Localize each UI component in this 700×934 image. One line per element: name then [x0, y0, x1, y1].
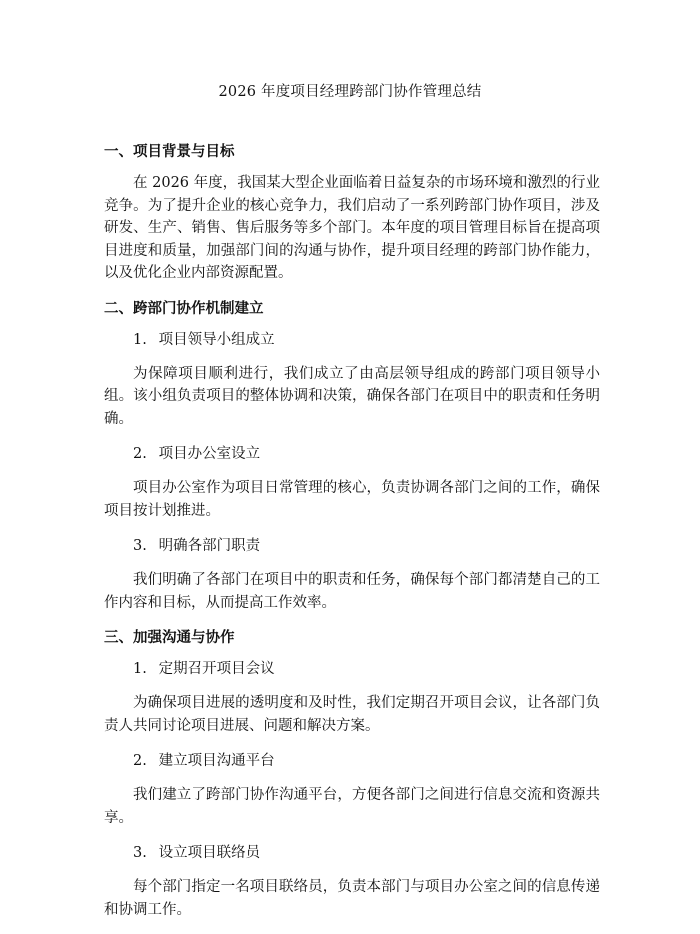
- subsection-paragraph: 我们建立了跨部门协作沟通平台，方便各部门之间进行信息交流和资源共享。: [104, 787, 600, 826]
- section-heading-communication: 三、加强沟通与协作: [104, 630, 235, 646]
- subsection-label: 设立项目联络员: [158, 845, 261, 861]
- subsection-number: 2.: [133, 753, 147, 769]
- subsection-label: 项目办公室设立: [158, 446, 261, 462]
- subsection-paragraph: 每个部门指定一名项目联络员，负责本部门与项目办公室之间的信息传递和协调工作。: [104, 879, 600, 918]
- subsection-number: 1.: [133, 331, 147, 348]
- section-heading-mechanism: 二、跨部门协作机制建立: [104, 300, 264, 317]
- subsection-label: 项目领导小组成立: [158, 331, 275, 348]
- subsection-label: 建立项目沟通平台: [158, 753, 275, 769]
- subsection-paragraph: 项目办公室作为项目日常管理的核心，负责协调各部门之间的工作，确保项目按计划推进。: [104, 480, 600, 519]
- subsection-paragraph: 为保障项目顺利进行，我们成立了由高层领导组成的跨部门项目领导小组。该小组负责项目的整体协调和决策，确保各部门在项目中的职责和任务明确。: [104, 365, 600, 427]
- subsection-number: 1.: [133, 661, 147, 677]
- subsection-heading: [104, 658, 600, 680]
- subsection-number: 3.: [133, 845, 147, 861]
- subsection-label: 定期召开项目会议: [158, 661, 275, 677]
- subsection-heading: [104, 535, 600, 557]
- section-paragraph-background: 在 2026 年度，我国某大型企业面临着日益复杂的市场环境和激烈的行业竞争。为了提升企业的核心竞争力，我们启动了一系列跨部门协作项目，涉及研发、生产、销售、售后服务等多个部门。本年度的项目管理目标旨在提高项目进度和质量，加强部门间的沟通与协作，提升项目经理的跨部门协作能力，以及优化企业内部资源配置。: [104, 175, 600, 281]
- subsection-number: 2.: [133, 446, 147, 462]
- subsection-paragraph: 我们明确了各部门在项目中的职责和任务，确保每个部门都清楚自己的工作内容和目标，从而提高工作效率。: [104, 572, 600, 611]
- subsection-heading: [104, 750, 600, 772]
- subsection-number: 3.: [133, 538, 147, 554]
- section-heading-background: 一、项目背景与目标: [104, 144, 235, 160]
- subsection-paragraph: 为确保项目进展的透明度和及时性，我们定期召开项目会议，让各部门负责人共同讨论项目进展、问题和解决方案。: [104, 695, 600, 734]
- subsection-label: 明确各部门职责: [158, 538, 261, 554]
- subsection-heading: [104, 443, 600, 465]
- document-body: [104, 141, 600, 934]
- subsection-heading: [104, 329, 600, 351]
- subsection-heading: [104, 842, 600, 864]
- document-title: 2026 年度项目经理跨部门协作管理总结: [218, 84, 482, 100]
